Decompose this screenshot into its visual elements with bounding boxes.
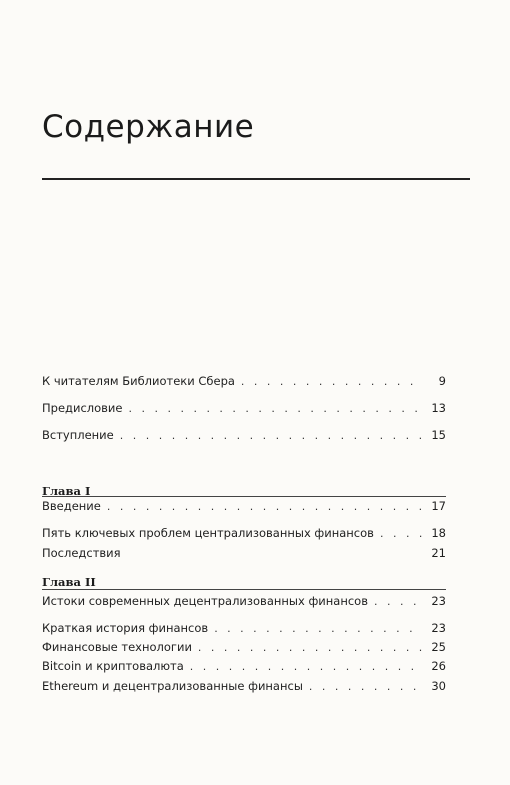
toc-entry-page: 26 <box>431 659 446 673</box>
chapter-divider-2 <box>42 589 446 590</box>
toc-entry-page: 23 <box>431 621 446 635</box>
toc-entry-page: 18 <box>431 526 446 540</box>
dot-leader <box>128 402 422 416</box>
toc-entry-label: Пять ключевых проблем централизованных финансов <box>42 526 374 540</box>
chapter-heading-1: Глава I <box>42 484 91 498</box>
toc-entry-label: Вступление <box>42 428 114 442</box>
toc-entry-label: К читателям Библиотеки Сбера <box>42 374 235 388</box>
toc-entry-label: Ethereum и децентрализованные финансы <box>42 679 303 693</box>
toc-entry-page: 9 <box>438 374 446 388</box>
toc-entry-label: Истоки современных децентрализованных финансов <box>42 594 368 608</box>
dot-leader <box>380 527 422 541</box>
page-title: Содержание <box>42 109 255 145</box>
toc-entry-page: 13 <box>431 401 446 415</box>
dot-leader <box>190 660 422 674</box>
toc-entry-page: 15 <box>431 428 446 442</box>
toc-entry-ch2-history[interactable] <box>42 621 446 636</box>
toc-entry-ch2-fintech[interactable] <box>42 640 446 655</box>
dot-leader <box>214 622 422 636</box>
title-rule <box>42 178 470 180</box>
dot-leader <box>107 500 422 514</box>
toc-entry-page: 23 <box>431 594 446 608</box>
dot-leader <box>120 429 422 443</box>
toc-entry-readers[interactable] <box>42 374 446 389</box>
toc-entry-ch2-bitcoin[interactable] <box>42 659 446 674</box>
toc-entry-label: Последствия <box>42 546 121 560</box>
toc-entry-label: Предисловие <box>42 401 123 415</box>
toc-entry-page: 25 <box>431 640 446 654</box>
toc-entry-label: Финансовые технологии <box>42 640 192 654</box>
toc-entry-page: 30 <box>431 679 446 693</box>
toc-entry-preface[interactable] <box>42 401 446 416</box>
chapter-heading-2: Глава II <box>42 575 96 589</box>
toc-entry-label: Краткая история финансов <box>42 621 209 635</box>
chapter-divider-1 <box>42 496 446 497</box>
toc-entry-ch2-origins[interactable] <box>42 594 446 609</box>
toc-entry-label: Bitcoin и криптовалюта <box>42 659 184 673</box>
toc-entry-introduction[interactable] <box>42 428 446 443</box>
dot-leader <box>374 595 422 609</box>
toc-entry-ch1-consequences[interactable] <box>42 546 446 561</box>
dot-leader <box>198 641 422 655</box>
dot-leader <box>241 375 422 389</box>
toc-entry-ch2-ethereum[interactable] <box>42 679 446 694</box>
toc-entry-page: 21 <box>431 546 446 560</box>
toc-entry-ch1-intro[interactable] <box>42 499 446 514</box>
toc-entry-label: Введение <box>42 499 101 513</box>
toc-entry-ch1-problems[interactable] <box>42 526 446 541</box>
toc-entry-page: 17 <box>431 499 446 513</box>
dot-leader <box>309 680 422 694</box>
